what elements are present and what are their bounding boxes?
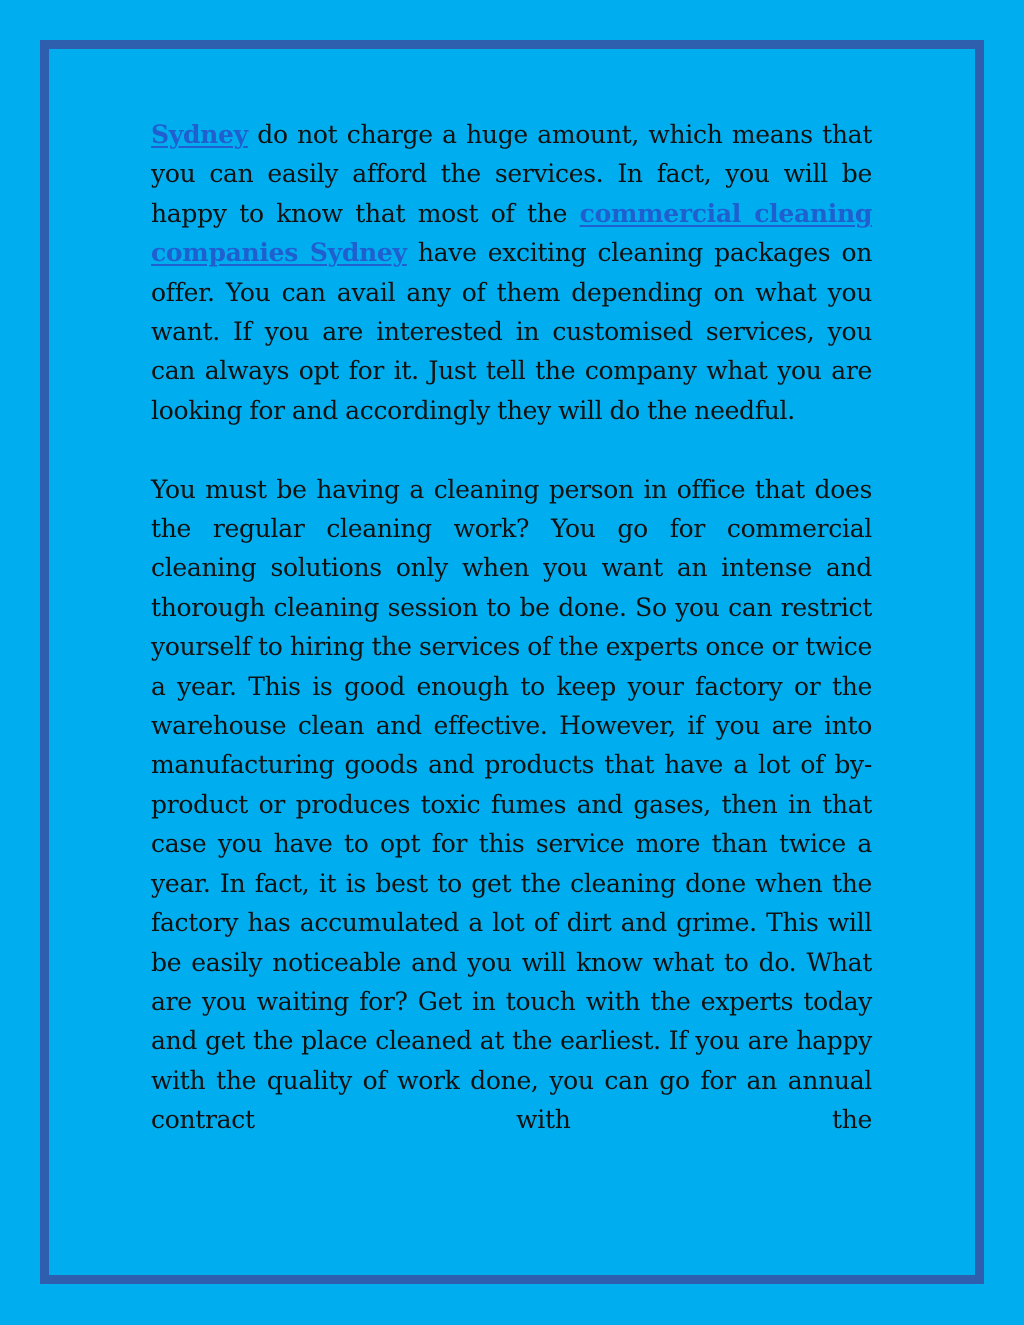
paragraph-1-text-b: have exciting cleaning packages on offer. You can avail any of them depending on what you want. If you are interested in customised services, you can always opt for it. Just tell the company what you are looking for and accordingly they will do the needful. (151, 238, 872, 425)
paragraph-1 (151, 115, 872, 430)
document-body (151, 115, 872, 1140)
paragraph-2: You must be having a cleaning person in office that does the regular cleaning work? You go for commercial cleaning solutions only when you want an intense and thorough cleaning session to be done. So you can restrict yourself to hiring the services of the experts once or twice a year. This is good enough to keep your factory or the warehouse clean and effective. However, if you are into manufacturing goods and products that have a lot of by-product or produces toxic fumes and gases, then in that case you have to opt for this service more than twice a year. In fact, it is best to get the cleaning done when the factory has accumulated a lot of dirt and grime. This will be easily noticeable and you will know what to do. What are you waiting for? Get in touch with the experts today and get the place cleaned at the earliest. If you are happy with the quality of work done, you can go for an annual contract with the (151, 474, 872, 1135)
commercial-cleaning-companies-link[interactable]: commercial cleaning companies Sydney (151, 198, 873, 268)
paragraph-1-text-a: do not charge a huge amount, which means that you can easily afford the services. In fact, you will be happy to know that most of the (151, 120, 872, 228)
sydney-link[interactable]: Sydney (151, 120, 248, 149)
